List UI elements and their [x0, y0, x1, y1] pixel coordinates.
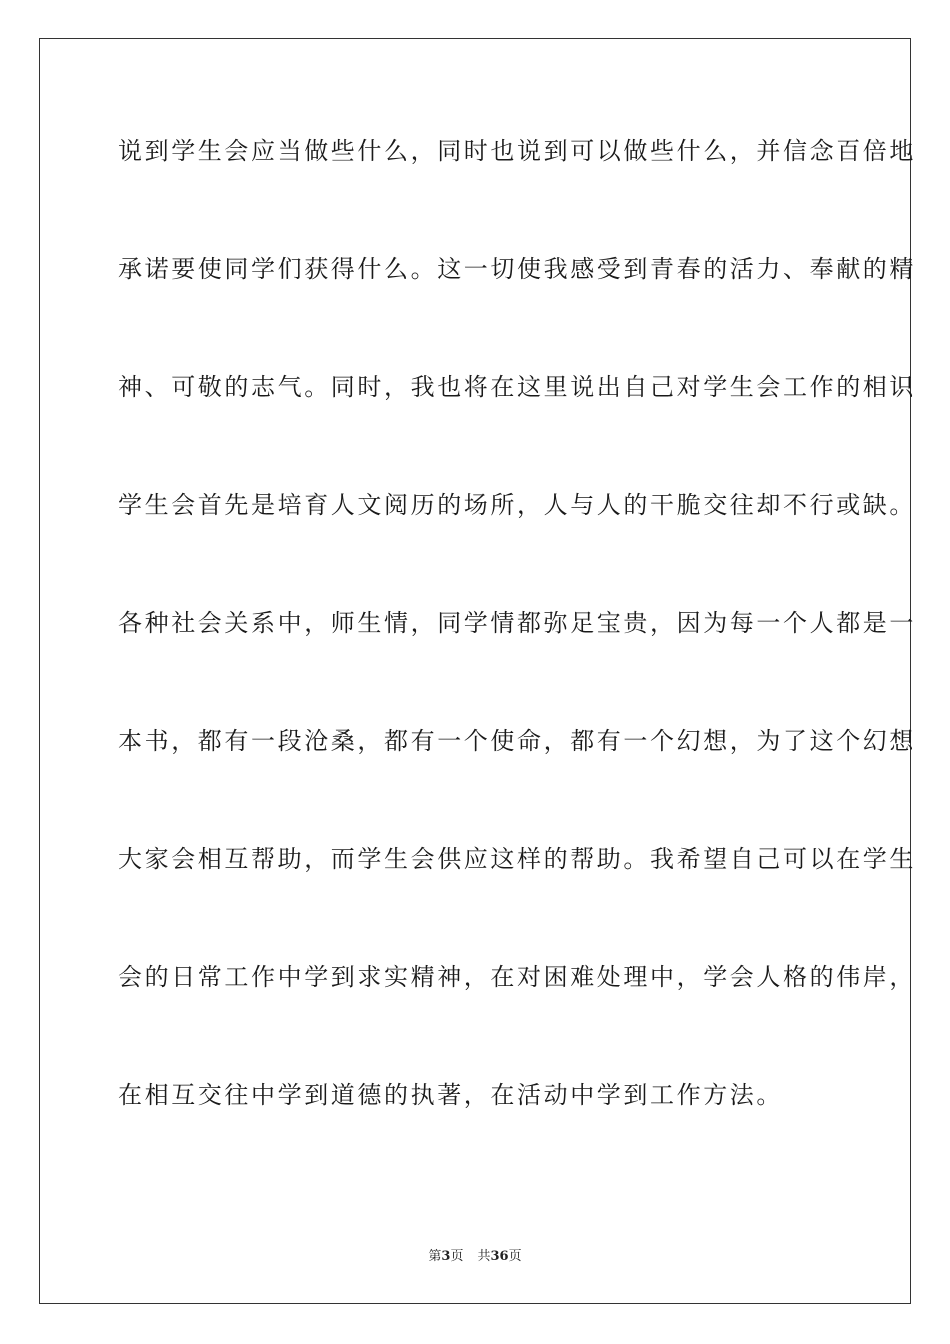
text-line: 本书，都有一段沧桑，都有一个使命，都有一个幻想，为了这个幻想: [118, 727, 916, 755]
page-footer: [0, 1247, 950, 1267]
total-pages: 36: [490, 1249, 509, 1264]
total-suffix: 页: [508, 1249, 522, 1264]
page-suffix: 页: [450, 1249, 464, 1264]
page-number: 3: [441, 1249, 451, 1264]
document-body: [118, 129, 916, 1191]
text-line: 承诺要使同学们获得什么。这一切使我感受到青春的活力、奉献的精: [118, 255, 916, 283]
text-line: 说到学生会应当做些什么，同时也说到可以做些什么，并信念百倍地: [118, 137, 916, 165]
page-prefix: 第: [428, 1249, 442, 1264]
text-line: 学生会首先是培育人文阅历的场所，人与人的干脆交往却不行或缺。: [118, 491, 916, 519]
text-line: 在相互交往中学到道德的执著，在活动中学到工作方法。: [118, 1081, 783, 1109]
text-line: 神、可敬的志气。同时，我也将在这里说出自己对学生会工作的相识: [118, 373, 916, 401]
total-prefix: 共: [477, 1249, 491, 1264]
text-line: 会的日常工作中学到求实精神，在对困难处理中，学会人格的伟岸，: [118, 963, 916, 991]
text-line: 各种社会关系中，师生情，同学情都弥足宝贵，因为每一个人都是一: [118, 609, 916, 637]
text-line: 大家会相互帮助，而学生会供应这样的帮助。我希望自己可以在学生: [118, 845, 916, 873]
